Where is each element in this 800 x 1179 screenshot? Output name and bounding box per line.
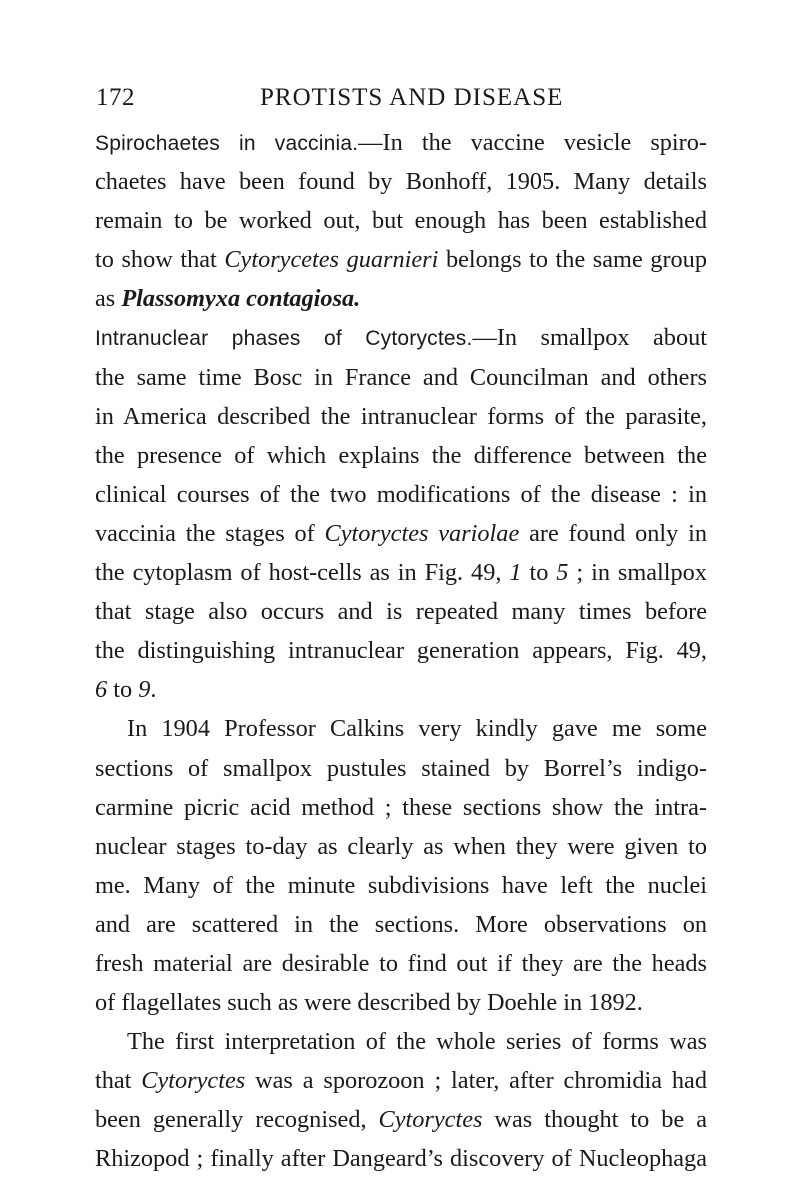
body-text <box>95 123 707 1179</box>
text-line: remain to be worked out, but enough has been established <box>95 207 707 235</box>
text-run: that <box>95 1067 142 1095</box>
text-line <box>95 1061 707 1100</box>
figure-ref: 1 <box>509 559 522 587</box>
running-title: PROTISTS AND DISEASE <box>260 84 564 111</box>
text-line: chaetes have been found by Bonhoff, 1905. Many details <box>95 168 707 196</box>
text-line: sections of smallpox pustules stained by Borrel’s indigo- <box>95 754 707 782</box>
em-dash: — <box>358 129 383 156</box>
text-line: that stage also occurs and is repeated many times before <box>95 598 707 626</box>
text-line <box>95 318 707 357</box>
text-run: was thought to be a <box>482 1106 707 1134</box>
text-line: Rhizopod ; finally after Dangeard’s discovery of Nucleophaga <box>95 1145 707 1173</box>
text-line: in America described the intranuclear forms of the parasite, <box>95 402 707 430</box>
text-line: The first interpretation of the whole series of forms was <box>127 1028 707 1056</box>
species-name: Cytoryctes <box>378 1106 483 1134</box>
text-line: carmine picric acid method ; these sections show the intra- <box>95 793 707 821</box>
text-run: to show that <box>95 246 225 274</box>
figure-ref: 5 <box>556 559 569 587</box>
running-head <box>96 84 716 124</box>
text-run: are found only in <box>519 519 707 547</box>
page-number: 172 <box>96 84 135 111</box>
figure-ref: 9 <box>138 676 151 704</box>
text-run: to <box>521 559 557 587</box>
text-line: In 1904 Professor Calkins very kindly gave me some <box>127 715 707 743</box>
text-line: nuclear stages to-day as clearly as when they were given to <box>95 832 707 860</box>
text-line <box>95 553 707 592</box>
text-run: as <box>95 285 122 313</box>
species-name: Cytoryctes variolae <box>324 519 520 547</box>
text-line <box>95 123 707 162</box>
text-line: clinical courses of the two modifications of the disease : in <box>95 480 707 508</box>
text-line <box>95 279 707 318</box>
text-line: of flagellates such as were described by Doehle in 1892. <box>95 989 643 1017</box>
text-run: belongs to the same group <box>438 246 707 274</box>
text-line: the presence of which explains the difference between the <box>95 441 707 469</box>
section-heading-intranuclear: Intranuclear phases of Cytoryctes. <box>95 327 473 351</box>
text-line <box>95 240 707 279</box>
text-run: In smallpox about <box>496 324 707 352</box>
text-line <box>95 1100 707 1139</box>
text-line: and are scattered in the sections. More observations on <box>95 910 707 938</box>
species-name: Plassomyxa contagiosa. <box>121 285 361 313</box>
text-line: fresh material are desirable to find out if they are the heads <box>95 949 707 977</box>
text-run: ; in smallpox <box>568 559 707 587</box>
figure-ref: 6 <box>95 676 108 704</box>
text-line: the same time Bosc in France and Councilman and others <box>95 363 707 391</box>
text-line: me. Many of the minute subdivisions have left the nuclei <box>95 871 707 899</box>
text-run: . <box>150 676 157 704</box>
em-dash: — <box>472 324 497 352</box>
text-run: been generally recognised, <box>95 1106 379 1134</box>
species-name: Cytorycetes guarnieri <box>224 246 439 274</box>
text-run: vaccinia the stages of <box>95 519 325 547</box>
text-run: In the vaccine vesicle spiro- <box>382 129 707 156</box>
text-run: the cytoplasm of host-cells as in Fig. 49, <box>95 559 510 587</box>
text-line <box>95 514 707 553</box>
text-line <box>95 670 707 709</box>
text-run: to <box>107 676 139 704</box>
section-heading-spirochaetes: Spirochaetes in vaccinia. <box>95 132 359 155</box>
text-run: was a sporozoon ; later, after chromidia had <box>245 1067 707 1095</box>
text-line: the distinguishing intranuclear generation appears, Fig. 49, <box>95 637 707 665</box>
species-name: Cytoryctes <box>141 1067 246 1095</box>
